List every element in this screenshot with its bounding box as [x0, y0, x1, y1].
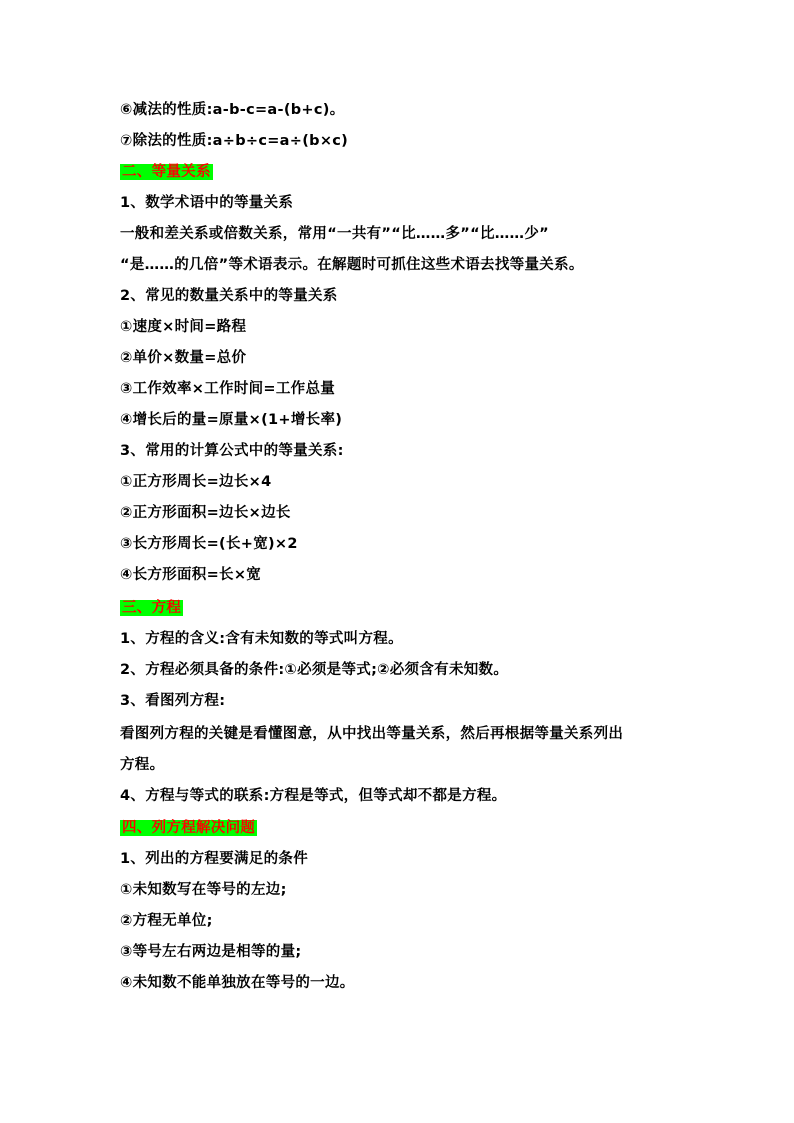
text-line	[120, 472, 680, 492]
text-line	[120, 503, 680, 523]
text-line	[120, 755, 680, 775]
line-text: ②单价×数量=总价	[120, 350, 247, 366]
text-line	[120, 973, 680, 993]
line-text: ①未知数写在等号的左边;	[120, 882, 287, 898]
text-line	[120, 193, 680, 213]
text-line	[120, 880, 680, 900]
line-text: 3、看图列方程:	[120, 693, 226, 709]
text-line	[120, 565, 680, 585]
line-text: 看图列方程的关键是看懂图意，从中找出等量关系，然后再根据等量关系列出	[120, 726, 624, 742]
line-text: 一般和差关系或倍数关系，常用“一共有”“比……多”“比……少”	[120, 226, 549, 242]
line-text: ④增长后的量=原量×(1+增长率)	[120, 412, 343, 428]
line-text: ⑦除法的性质:a÷b÷c=a÷(b×c)	[120, 133, 349, 149]
text-line	[120, 224, 680, 244]
line-text: 1、方程的含义:含有未知数的等式叫方程。	[120, 631, 403, 647]
line-text: ①正方形周长=边长×4	[120, 474, 272, 490]
text-line	[120, 786, 680, 806]
text-line	[120, 348, 680, 368]
line-text: ②正方形面积=边长×边长	[120, 505, 291, 521]
text-line	[120, 255, 680, 275]
heading-text: 三、方程	[122, 600, 182, 616]
text-line	[120, 100, 680, 120]
line-text: “是……的几倍”等术语表示。在解题时可抓住这些术语去找等量关系。	[120, 257, 584, 273]
text-line	[120, 660, 680, 680]
text-line	[120, 911, 680, 931]
line-text: ③工作效率×工作时间=工作总量	[120, 381, 336, 397]
line-text: ④未知数不能单独放在等号的一边。	[120, 975, 355, 991]
line-text: 4、方程与等式的联系:方程是等式，但等式却不都是方程。	[120, 788, 507, 804]
line-text: ①速度×时间=路程	[120, 319, 247, 335]
text-line	[120, 691, 680, 711]
text-line	[120, 534, 680, 554]
heading-text: 四、列方程解决问题	[122, 820, 256, 836]
text-line	[120, 942, 680, 962]
text-line	[120, 441, 680, 461]
section-heading	[120, 162, 680, 182]
text-line	[120, 724, 680, 744]
line-text: 1、数学术语中的等量关系	[120, 195, 294, 211]
text-line	[120, 286, 680, 306]
line-text: 1、列出的方程要满足的条件	[120, 851, 308, 867]
text-line	[120, 849, 680, 869]
text-line	[120, 629, 680, 649]
line-text: ④长方形面积=长×宽	[120, 567, 262, 583]
text-line	[120, 131, 680, 151]
section-heading	[120, 598, 680, 618]
text-line	[120, 379, 680, 399]
line-text: 2、方程必须具备的条件:①必须是等式;②必须含有未知数。	[120, 662, 509, 678]
text-line	[120, 410, 680, 430]
text-line	[120, 317, 680, 337]
line-text: 3、常用的计算公式中的等量关系:	[120, 443, 344, 459]
section-heading	[120, 818, 680, 838]
line-text: 方程。	[120, 757, 165, 773]
line-text: ③等号左右两边是相等的量;	[120, 944, 302, 960]
line-text: ⑥减法的性质:a-b-c=a-(b+c)。	[120, 102, 345, 118]
heading-text: 二、等量关系	[122, 164, 211, 180]
line-text: ③长方形周长=(长+宽)×2	[120, 536, 298, 552]
line-text: ②方程无单位;	[120, 913, 213, 929]
line-text: 2、常见的数量关系中的等量关系	[120, 288, 338, 304]
